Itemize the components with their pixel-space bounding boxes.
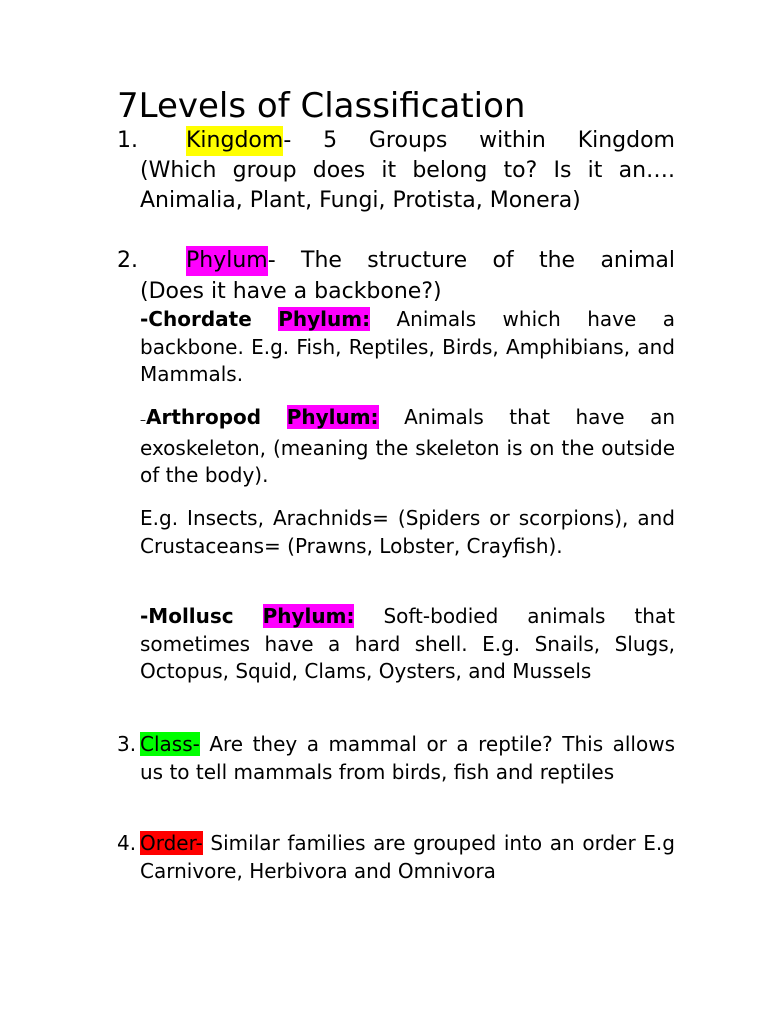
class-term: Class- (140, 732, 200, 756)
phylum-description: (Does it have a backbone?) (140, 279, 442, 304)
order-paragraph (140, 830, 675, 885)
phylum-heading-text: - The structure of the animal (267, 248, 675, 273)
kingdom-heading-line (186, 126, 675, 156)
class-text: Are they a mammal or a reptile? This allows us to tell mammals from birds, fish and reptiles (140, 732, 675, 784)
page-title: 7Levels of Classification (117, 86, 526, 126)
mollusc-text: Soft-bodied animals that sometimes have a hard shell. E.g. Snails, Slugs, Octopus, Squid, Clams, Oysters, and Mussels (140, 604, 676, 683)
arthropod-label: Arthropod (146, 405, 262, 429)
order-text: Similar families are grouped into an order E.g Carnivore, Herbivora and Omnivora (140, 831, 675, 883)
mollusc-paragraph (140, 603, 675, 686)
arthropod-examples: E.g. Insects, Arachnids= (Spiders or scorpions), and Crustaceans= (Prawns, Lobster, Crayfish). (140, 506, 675, 558)
chordate-phylum-tag: Phylum: (278, 307, 371, 331)
list-number-3: 3. (117, 732, 137, 756)
mollusc-phylum-tag: Phylum: (262, 604, 355, 628)
arthropod-dash: – (140, 413, 146, 427)
arthropod-phylum-tag: Phylum: (286, 405, 379, 429)
chordate-paragraph (140, 306, 675, 389)
phylum-term: Phylum (186, 246, 268, 276)
arthropod-text: Animals that have an exoskeleton, (meaning the skeleton is on the outside of the body). (140, 405, 676, 487)
chordate-text: Animals which have a backbone. E.g. Fish, Reptiles, Birds, Amphibians, and Mammals. (140, 307, 676, 386)
phylum-heading-line (186, 246, 675, 276)
mollusc-label: -Mollusc (140, 604, 234, 628)
kingdom-term: Kingdom (186, 126, 283, 156)
chordate-label: -Chordate (140, 307, 252, 331)
list-number-1: 1. (117, 128, 138, 153)
class-paragraph (140, 731, 675, 786)
kingdom-heading-text: - 5 Groups within Kingdom (283, 128, 675, 153)
order-term: Order- (140, 831, 203, 855)
arthropod-paragraph (140, 404, 675, 490)
list-number-2: 2. (117, 248, 138, 273)
list-number-4: 4. (117, 831, 137, 855)
kingdom-description: (Which group does it belong to? Is it an…. Animalia, Plant, Fungi, Protista, Monera) (140, 158, 675, 213)
